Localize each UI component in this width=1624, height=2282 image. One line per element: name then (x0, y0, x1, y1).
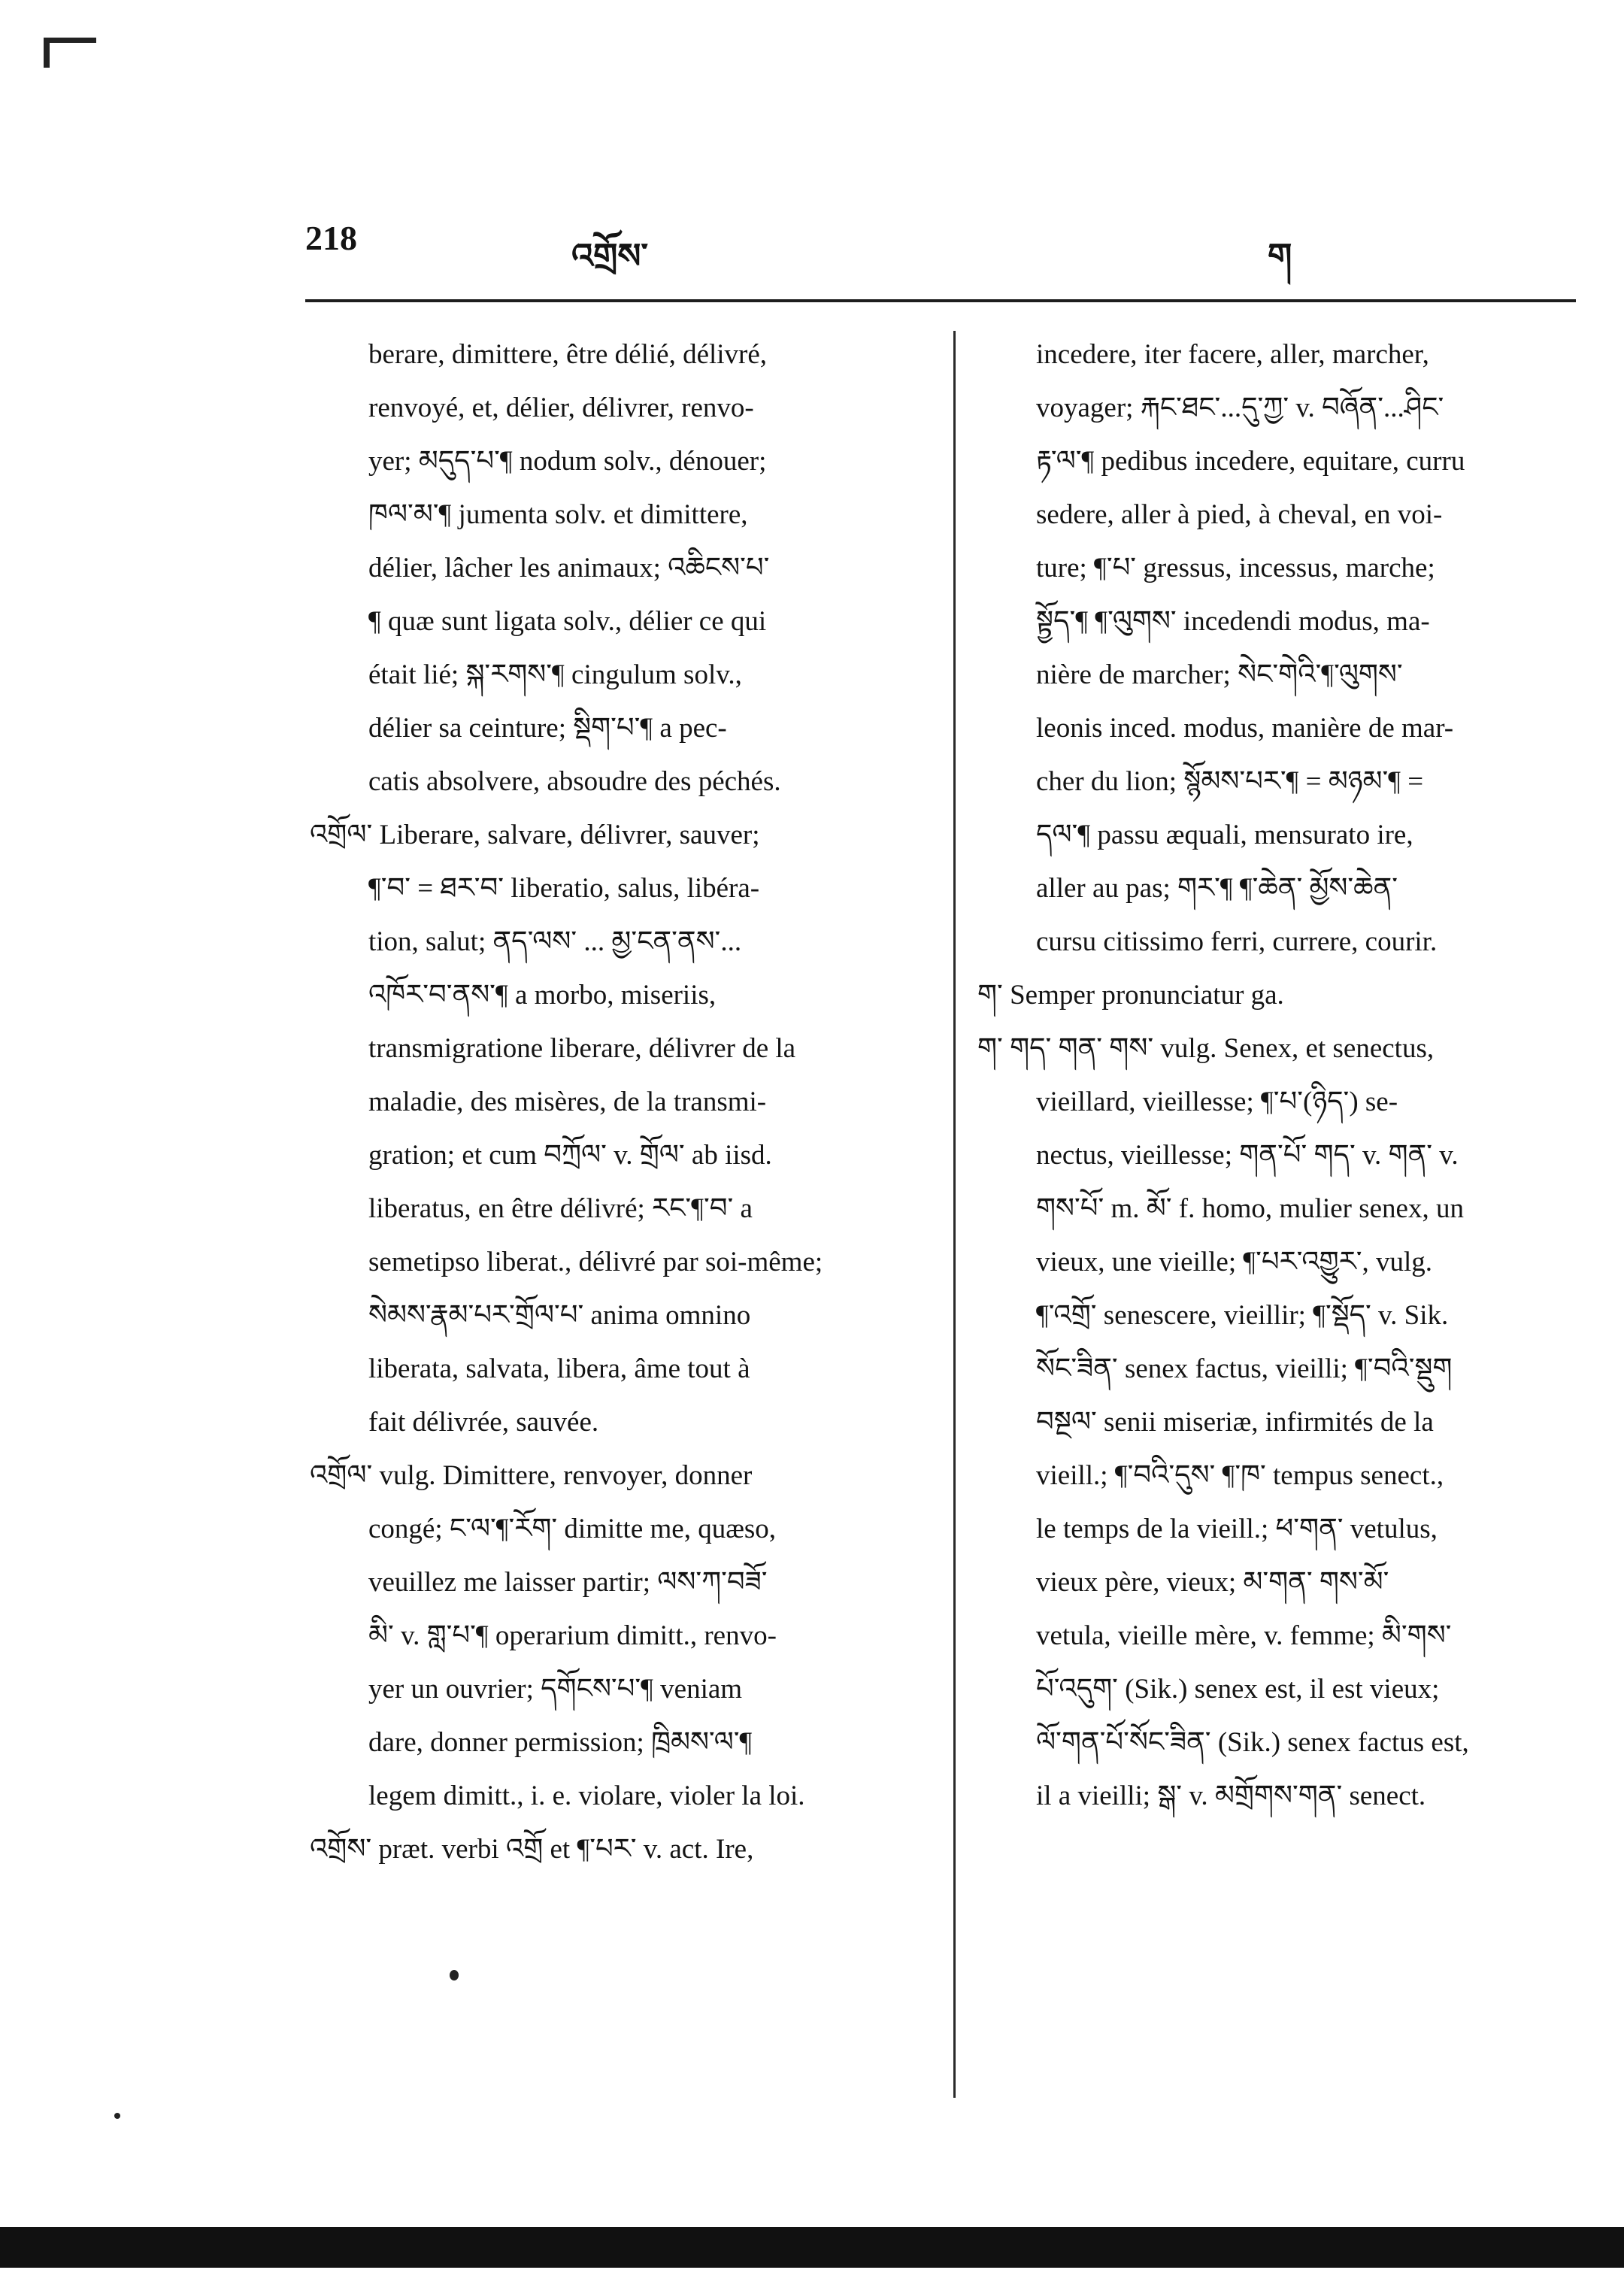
dictionary-line: nectus, vieillesse; གན་པོ་ གད་ v. གན་ v. (1036, 1140, 1459, 1171)
dictionary-line: མི་ v. གླ་པ་¶ operarium dimitt., renvo- (368, 1620, 777, 1651)
dictionary-line: il a vieilli; སྒ་ v. མགྲོགས་གན་ senect. (1036, 1780, 1426, 1811)
dictionary-line: nière de marcher; སེང་གེའི་¶་ལུགས་ (1036, 659, 1403, 690)
dictionary-line: ག་ Semper pronunciatur ga. (977, 980, 1284, 1011)
dictionary-line: le temps de la vieill.; ཕ་གན་ vetulus, (1036, 1514, 1438, 1544)
dictionary-line: incedere, iter facere, aller, marcher, (1036, 339, 1429, 370)
column-divider (953, 331, 956, 2098)
dictionary-line: liberata, salvata, libera, âme tout à (368, 1353, 750, 1384)
dictionary-line: སོང་ཟིན་ senex factus, vieilli; ¶་བའི་སྡུག (1036, 1353, 1453, 1384)
dictionary-line: ¶་བ་ = ཐར་བ་ liberatio, salus, libéra- (368, 873, 760, 904)
dictionary-line: ¶་འགྲོ་ senescere, vieillir; ¶་སྡོད་ v. Sik. (1036, 1300, 1449, 1331)
ink-speck (114, 2113, 120, 2119)
dictionary-line: veuillez me laisser partir; ལས་ཀ་བཟོ་ (368, 1567, 768, 1598)
dictionary-line: maladie, des misères, de la transmi- (368, 1086, 767, 1117)
dictionary-line: ཁལ་མ་¶ jumenta solv. et dimittere, (368, 499, 748, 530)
dictionary-line: congé; ང་ལ་¶་རོག་ dimitte me, quæso, (368, 1514, 777, 1544)
right-column (977, 328, 1568, 1823)
dictionary-line: འགྲོལ་ vulg. Dimittere, renvoyer, donner (310, 1460, 753, 1491)
dictionary-line: délier sa ceinture; སྡིག་པ་¶ a pec- (368, 713, 727, 744)
dictionary-line: འཁོར་བ་ནས་¶ a morbo, miseriis, (368, 980, 717, 1011)
page-number: 218 (305, 219, 357, 257)
dictionary-line: པོ་འདུག་ (Sik.) senex est, il est vieux; (1036, 1674, 1440, 1705)
scan-edge-bar (0, 2227, 1624, 2268)
dictionary-line: berare, dimittere, être délié, délivré, (368, 339, 768, 370)
dictionary-line: leonis inced. modus, manière de mar- (1036, 713, 1454, 744)
dictionary-line: legem dimitt., i. e. violare, violer la loi. (368, 1780, 805, 1811)
dictionary-line: cher du lion; སྙོམས་པར་¶ = མཉམ་¶ = (1036, 766, 1424, 797)
ink-speck (450, 1970, 459, 1980)
crop-mark (44, 38, 96, 68)
dictionary-line: yer; མདུད་པ་¶ nodum solv., dénouer; (368, 446, 767, 477)
dictionary-line: སྟྱོད་¶ ¶་ལུགས་ incedendi modus, ma- (1036, 606, 1430, 637)
dictionary-line: གས་པོ་ m. མོ་ f. homo, mulier senex, un (1036, 1193, 1464, 1224)
dictionary-line: ལོ་གན་པོ་སོང་ཟིན་ (Sik.) senex factus est, (1036, 1727, 1469, 1758)
dictionary-line: དལ་¶ passu æquali, mensurato ire, (1036, 820, 1413, 850)
header-rule (305, 299, 1576, 302)
left-column (310, 328, 923, 1876)
dictionary-line: yer un ouvrier; དགོངས་པ་¶ veniam (368, 1674, 743, 1705)
dictionary-line: ག་ གད་ གན་ གས་ vulg. Senex, et senectus, (977, 1033, 1435, 1064)
crop-mark-horizontal (44, 38, 96, 43)
dictionary-line: ture; ¶་པ་ gressus, incessus, marche; (1036, 553, 1435, 583)
running-headword-left: འགྲོས་ (571, 237, 649, 275)
dictionary-line: རྟ་ལ་¶ pedibus incedere, equitare, curru (1036, 446, 1465, 477)
dictionary-line: འགྲོལ་ Liberare, salvare, délivrer, sauver; (310, 820, 760, 850)
dictionary-line: cursu citissimo ferri, currere, courir. (1036, 926, 1438, 957)
dictionary-line: liberatus, en être délivré; རང་¶་བ་ a (368, 1193, 753, 1224)
dictionary-line: sedere, aller à pied, à cheval, en voi- (1036, 499, 1443, 530)
dictionary-line: བསྔལ་ senii miseriæ, infirmités de la (1036, 1407, 1434, 1438)
dictionary-line: vetula, vieille mère, v. femme; མི་གས་ (1036, 1620, 1452, 1651)
dictionary-line: fait délivrée, sauvée. (368, 1407, 599, 1438)
running-headword-right: ག (1268, 237, 1292, 275)
dictionary-line: renvoyé, et, délier, délivrer, renvo- (368, 392, 754, 423)
dictionary-line: tion, salut; ནད་ལས་ ... མྱ་ངན་ནས་... (368, 926, 742, 957)
dictionary-line: transmigratione liberare, délivrer de la (368, 1033, 796, 1064)
dictionary-line: vieill.; ¶་བའི་དུས་ ¶་ཁ་ tempus senect., (1036, 1460, 1444, 1491)
dictionary-line: ¶ quæ sunt ligata solv., délier ce qui (368, 606, 767, 637)
dictionary-line: délier, lâcher les animaux; འཆིངས་པ་ (368, 553, 770, 583)
dictionary-line: aller au pas; གར་¶ ¶་ཆེན་ མྱོས་ཆེན་ (1036, 873, 1398, 904)
dictionary-line: vieux, une vieille; ¶་པར་འགྱུར་, vulg. (1036, 1247, 1433, 1277)
dictionary-line: vieillard, vieillesse; ¶་པ་(ཉིད་) se- (1036, 1086, 1398, 1117)
dictionary-line: catis absolvere, absoudre des péchés. (368, 766, 781, 797)
dictionary-line: dare, donner permission; ཁྲིམས་ལ་¶ (368, 1727, 753, 1758)
dictionary-line: voyager; རྐང་ཐང་...དུ་ཀྱ་ v. བཞོན་...ཤིང་ (1036, 392, 1444, 423)
dictionary-line: gration; et cum བཀྲོལ་ v. གྲོལ་ ab iisd. (368, 1140, 772, 1171)
dictionary-line: était lié; སྐ་རགས་¶ cingulum solv., (368, 659, 742, 690)
dictionary-line: vieux père, vieux; མ་གན་ གས་མོ་ (1036, 1567, 1389, 1598)
dictionary-line: སེམས་རྣམ་པར་གྲོལ་པ་ anima omnino (368, 1300, 751, 1331)
dictionary-line: འགྲོས་ præt. verbi འགྲོ et ¶་པར་ v. act. Ire, (310, 1834, 754, 1865)
dictionary-line: semetipso liberat., délivré par soi-même; (368, 1247, 823, 1277)
